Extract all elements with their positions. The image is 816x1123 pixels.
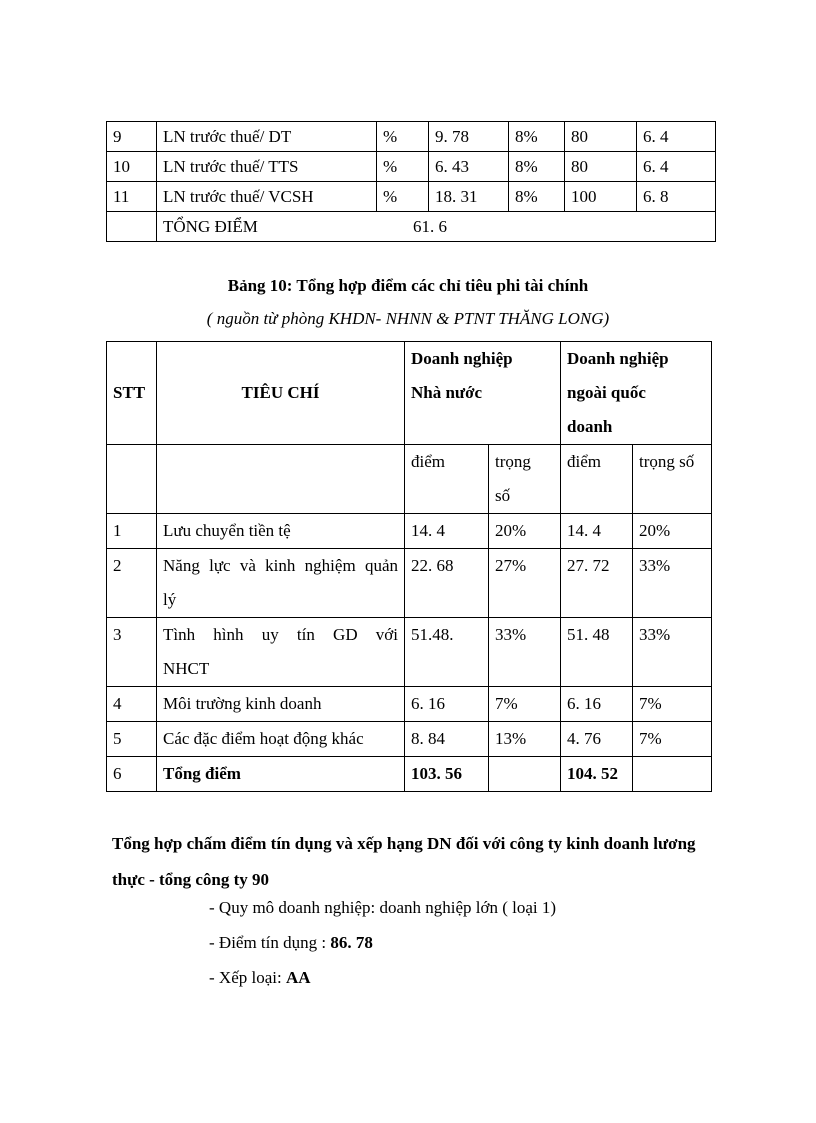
weighted-score: 6. 4: [637, 152, 716, 182]
criteria-name: Năng lực và kinh nghiệm quản lý: [157, 549, 405, 618]
column-header-state-enterprise: Doanh nghiệp Nhà nước: [405, 342, 561, 445]
subheader-score: điểm: [561, 445, 633, 514]
credit-score-value: 86. 78: [330, 933, 373, 952]
indicator-name: LN trước thuế/ DT: [157, 122, 377, 152]
column-header-stt: STT: [107, 342, 157, 445]
non-financial-indicators-table: [106, 341, 712, 792]
financial-indicators-table: [106, 121, 716, 242]
total-label: TỔNG ĐIỂM: [163, 217, 258, 236]
table-row: 1 Lưu chuyển tiền tệ 14. 4 20% 14. 4 20%: [107, 514, 712, 549]
table-total-row: [107, 212, 716, 242]
row-number: 11: [107, 182, 157, 212]
criteria-name: Môi trường kinh doanh: [157, 687, 405, 722]
column-header-criteria: TIÊU CHÍ: [157, 342, 405, 445]
value: 6. 43: [429, 152, 509, 182]
benchmark: 8%: [509, 182, 565, 212]
total-value: 61. 6: [413, 217, 447, 236]
score: 80: [565, 122, 637, 152]
column-header-private-enterprise: Doanh nghiệp ngoài quốc doanh: [561, 342, 712, 445]
table-row: 3 Tình hình uy tín GD với NHCT 51.48. 33% 51. 48 33%: [107, 618, 712, 687]
rank-value: AA: [285, 968, 311, 987]
value: 18. 31: [429, 182, 509, 212]
subheader-weight: trọng số: [633, 445, 712, 514]
total-label: Tổng điểm: [157, 757, 405, 792]
benchmark: 8%: [509, 122, 565, 152]
row-number: 9: [107, 122, 157, 152]
table-row: [107, 122, 716, 152]
value: 9. 78: [429, 122, 509, 152]
weighted-score: 6. 8: [637, 182, 716, 212]
row-number: 10: [107, 152, 157, 182]
indicator-name: LN trước thuế/ TTS: [157, 152, 377, 182]
table-row: 4 Môi trường kinh doanh 6. 16 7% 6. 16 7%: [107, 687, 712, 722]
table-row: [107, 182, 716, 212]
table-row: 2 Năng lực và kinh nghiệm quản lý 22. 68 27% 27. 72 33%: [107, 549, 712, 618]
summary-heading: Tổng hợp chấm điểm tín dụng và xếp hạng DN đối với công ty kinh doanh lương thực - tổng công ty 90: [112, 834, 696, 889]
criteria-name: Tình hình uy tín GD với NHCT: [157, 618, 405, 687]
credit-score-line: - Điểm tín dụng : 86. 78: [209, 933, 373, 952]
table-header-row: [107, 342, 712, 445]
table-row: 5 Các đặc điểm hoạt động khác 8. 84 13% 4. 76 7%: [107, 722, 712, 757]
table-caption-source: ( nguồn từ phòng KHDN- NHNN & PTNT THĂNG LONG): [206, 309, 610, 328]
total-score-state: 103. 56: [405, 757, 489, 792]
total-score-private: 104. 52: [561, 757, 633, 792]
enterprise-scale-line: - Quy mô doanh nghiệp: doanh nghiệp lớn ( loại 1): [209, 898, 557, 917]
unit: %: [377, 122, 429, 152]
unit: %: [377, 182, 429, 212]
rank-line: - Xếp loại: AA: [209, 968, 311, 987]
indicator-name: LN trước thuế/ VCSH: [157, 182, 377, 212]
criteria-name: Các đặc điểm hoạt động khác: [157, 722, 405, 757]
score: 80: [565, 152, 637, 182]
table-subheader-row: [107, 445, 712, 514]
unit: %: [377, 152, 429, 182]
weighted-score: 6. 4: [637, 122, 716, 152]
table-caption-title: Bảng 10: Tổng hợp điểm các chỉ tiêu phi tài chính: [227, 276, 589, 295]
table-total-row: 6 Tổng điểm 103. 56 104. 52: [107, 757, 712, 792]
table-row: [107, 152, 716, 182]
score: 100: [565, 182, 637, 212]
subheader-score: điểm: [405, 445, 489, 514]
benchmark: 8%: [509, 152, 565, 182]
criteria-name: Lưu chuyển tiền tệ: [157, 514, 405, 549]
subheader-weight: trọng số: [489, 445, 561, 514]
